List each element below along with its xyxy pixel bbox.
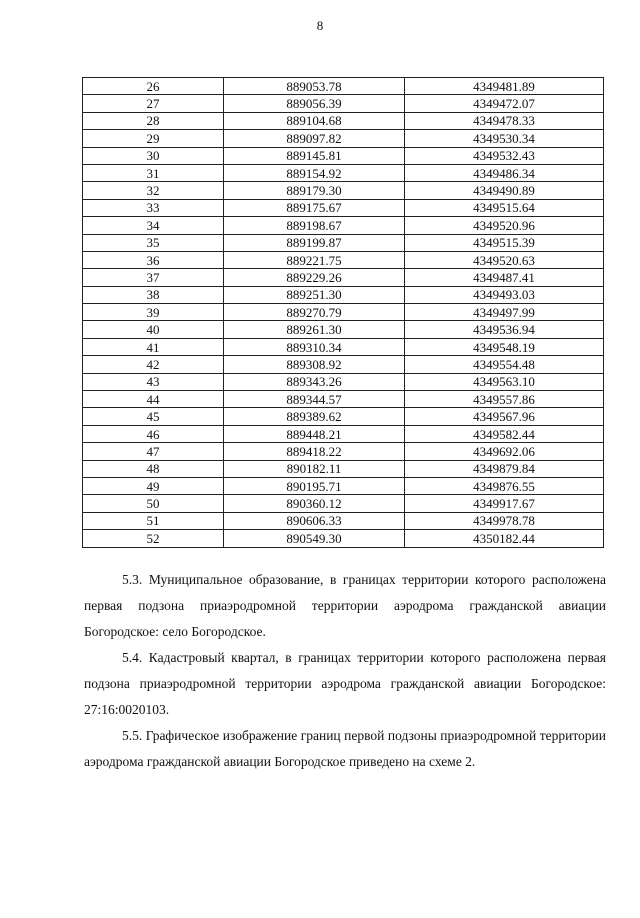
x-coordinate-cell: 889344.57	[224, 391, 405, 408]
paragraph-5-4: 5.4. Кадастровый квартал, в границах территории которого расположена первая подзона приаэродромной территории аэродрома гражданской авиации Богородское: 27:16:0020103.	[84, 650, 606, 717]
table-row	[83, 234, 604, 251]
x-coordinate-cell: 889056.39	[224, 95, 405, 112]
point-number-cell: 49	[83, 477, 224, 494]
point-number-cell: 43	[83, 373, 224, 390]
table-row	[83, 95, 604, 112]
point-number-cell: 45	[83, 408, 224, 425]
paragraph-5-5: 5.5. Графическое изображение границ первой подзоны приаэродромной территории аэродрома гражданской авиации Богородское приведено на схеме 2.	[84, 728, 606, 769]
table-row	[83, 530, 604, 547]
point-number-cell: 33	[83, 199, 224, 216]
point-number-cell: 35	[83, 234, 224, 251]
table-row	[83, 217, 604, 234]
point-number-cell: 48	[83, 460, 224, 477]
y-coordinate-cell: 4349515.64	[405, 199, 604, 216]
y-coordinate-cell: 4350182.44	[405, 530, 604, 547]
point-number-cell: 36	[83, 251, 224, 268]
x-coordinate-cell: 889104.68	[224, 112, 405, 129]
y-coordinate-cell: 4349692.06	[405, 443, 604, 460]
point-number-cell: 37	[83, 269, 224, 286]
point-number-cell: 29	[83, 130, 224, 147]
x-coordinate-cell: 889229.26	[224, 269, 405, 286]
point-number-cell: 27	[83, 95, 224, 112]
x-coordinate-cell: 889097.82	[224, 130, 405, 147]
table-row	[83, 130, 604, 147]
point-number-cell: 46	[83, 425, 224, 442]
x-coordinate-cell: 890195.71	[224, 477, 405, 494]
x-coordinate-cell: 890182.11	[224, 460, 405, 477]
x-coordinate-cell: 889199.87	[224, 234, 405, 251]
x-coordinate-cell: 889448.21	[224, 425, 405, 442]
y-coordinate-cell: 4349530.34	[405, 130, 604, 147]
table-row	[83, 391, 604, 408]
table-row	[83, 164, 604, 181]
point-number-cell: 52	[83, 530, 224, 547]
y-coordinate-cell: 4349532.43	[405, 147, 604, 164]
y-coordinate-cell: 4349554.48	[405, 356, 604, 373]
point-number-cell: 40	[83, 321, 224, 338]
x-coordinate-cell: 889053.78	[224, 78, 405, 95]
point-number-cell: 39	[83, 304, 224, 321]
y-coordinate-cell: 4349563.10	[405, 373, 604, 390]
x-coordinate-cell: 890360.12	[224, 495, 405, 512]
page-number: 8	[316, 18, 324, 33]
x-coordinate-cell: 889389.62	[224, 408, 405, 425]
y-coordinate-cell: 4349557.86	[405, 391, 604, 408]
x-coordinate-cell: 889343.26	[224, 373, 405, 390]
y-coordinate-cell: 4349493.03	[405, 286, 604, 303]
x-coordinate-cell: 889198.67	[224, 217, 405, 234]
point-number-cell: 28	[83, 112, 224, 129]
x-coordinate-cell: 890606.33	[224, 512, 405, 529]
coordinates-table-body	[83, 78, 604, 548]
table-row	[83, 408, 604, 425]
table-row	[83, 251, 604, 268]
point-number-cell: 51	[83, 512, 224, 529]
point-number-cell: 34	[83, 217, 224, 234]
table-row	[83, 425, 604, 442]
y-coordinate-cell: 4349978.78	[405, 512, 604, 529]
point-number-cell: 44	[83, 391, 224, 408]
table-row	[83, 304, 604, 321]
y-coordinate-cell: 4349497.99	[405, 304, 604, 321]
y-coordinate-cell: 4349487.41	[405, 269, 604, 286]
table-row	[83, 477, 604, 494]
y-coordinate-cell: 4349879.84	[405, 460, 604, 477]
table-row	[83, 269, 604, 286]
y-coordinate-cell: 4349481.89	[405, 78, 604, 95]
x-coordinate-cell: 889145.81	[224, 147, 405, 164]
table-row	[83, 182, 604, 199]
y-coordinate-cell: 4349490.89	[405, 182, 604, 199]
point-number-cell: 42	[83, 356, 224, 373]
point-number-cell: 32	[83, 182, 224, 199]
y-coordinate-cell: 4349876.55	[405, 477, 604, 494]
point-number-cell: 41	[83, 338, 224, 355]
y-coordinate-cell: 4349520.63	[405, 251, 604, 268]
table-row	[83, 443, 604, 460]
point-number-cell: 50	[83, 495, 224, 512]
x-coordinate-cell: 889310.34	[224, 338, 405, 355]
y-coordinate-cell: 4349515.39	[405, 234, 604, 251]
table-row	[83, 460, 604, 477]
y-coordinate-cell: 4349478.33	[405, 112, 604, 129]
y-coordinate-cell: 4349567.96	[405, 408, 604, 425]
x-coordinate-cell: 889270.79	[224, 304, 405, 321]
x-coordinate-cell: 889308.92	[224, 356, 405, 373]
point-number-cell: 30	[83, 147, 224, 164]
x-coordinate-cell: 889221.75	[224, 251, 405, 268]
table-row	[83, 112, 604, 129]
coordinates-table	[82, 77, 604, 548]
x-coordinate-cell: 889175.67	[224, 199, 405, 216]
table-row	[83, 286, 604, 303]
table-row	[83, 373, 604, 390]
y-coordinate-cell: 4349472.07	[405, 95, 604, 112]
point-number-cell: 38	[83, 286, 224, 303]
table-row	[83, 512, 604, 529]
point-number-cell: 26	[83, 78, 224, 95]
table-row	[83, 78, 604, 95]
x-coordinate-cell: 889418.22	[224, 443, 405, 460]
y-coordinate-cell: 4349582.44	[405, 425, 604, 442]
x-coordinate-cell: 889154.92	[224, 164, 405, 181]
table-row	[83, 338, 604, 355]
table-row	[83, 147, 604, 164]
x-coordinate-cell: 889261.30	[224, 321, 405, 338]
table-row	[83, 321, 604, 338]
point-number-cell: 47	[83, 443, 224, 460]
table-row	[83, 356, 604, 373]
point-number-cell: 31	[83, 164, 224, 181]
y-coordinate-cell: 4349548.19	[405, 338, 604, 355]
y-coordinate-cell: 4349917.67	[405, 495, 604, 512]
x-coordinate-cell: 889251.30	[224, 286, 405, 303]
paragraph-5-3: 5.3. Муниципальное образование, в границах территории которого расположена первая подзона приаэродромной территории аэродрома гражданской авиации Богородское: село Богородское.	[84, 572, 606, 639]
table-row	[83, 495, 604, 512]
table-row	[83, 199, 604, 216]
y-coordinate-cell: 4349536.94	[405, 321, 604, 338]
y-coordinate-cell: 4349486.34	[405, 164, 604, 181]
x-coordinate-cell: 890549.30	[224, 530, 405, 547]
x-coordinate-cell: 889179.30	[224, 182, 405, 199]
y-coordinate-cell: 4349520.96	[405, 217, 604, 234]
